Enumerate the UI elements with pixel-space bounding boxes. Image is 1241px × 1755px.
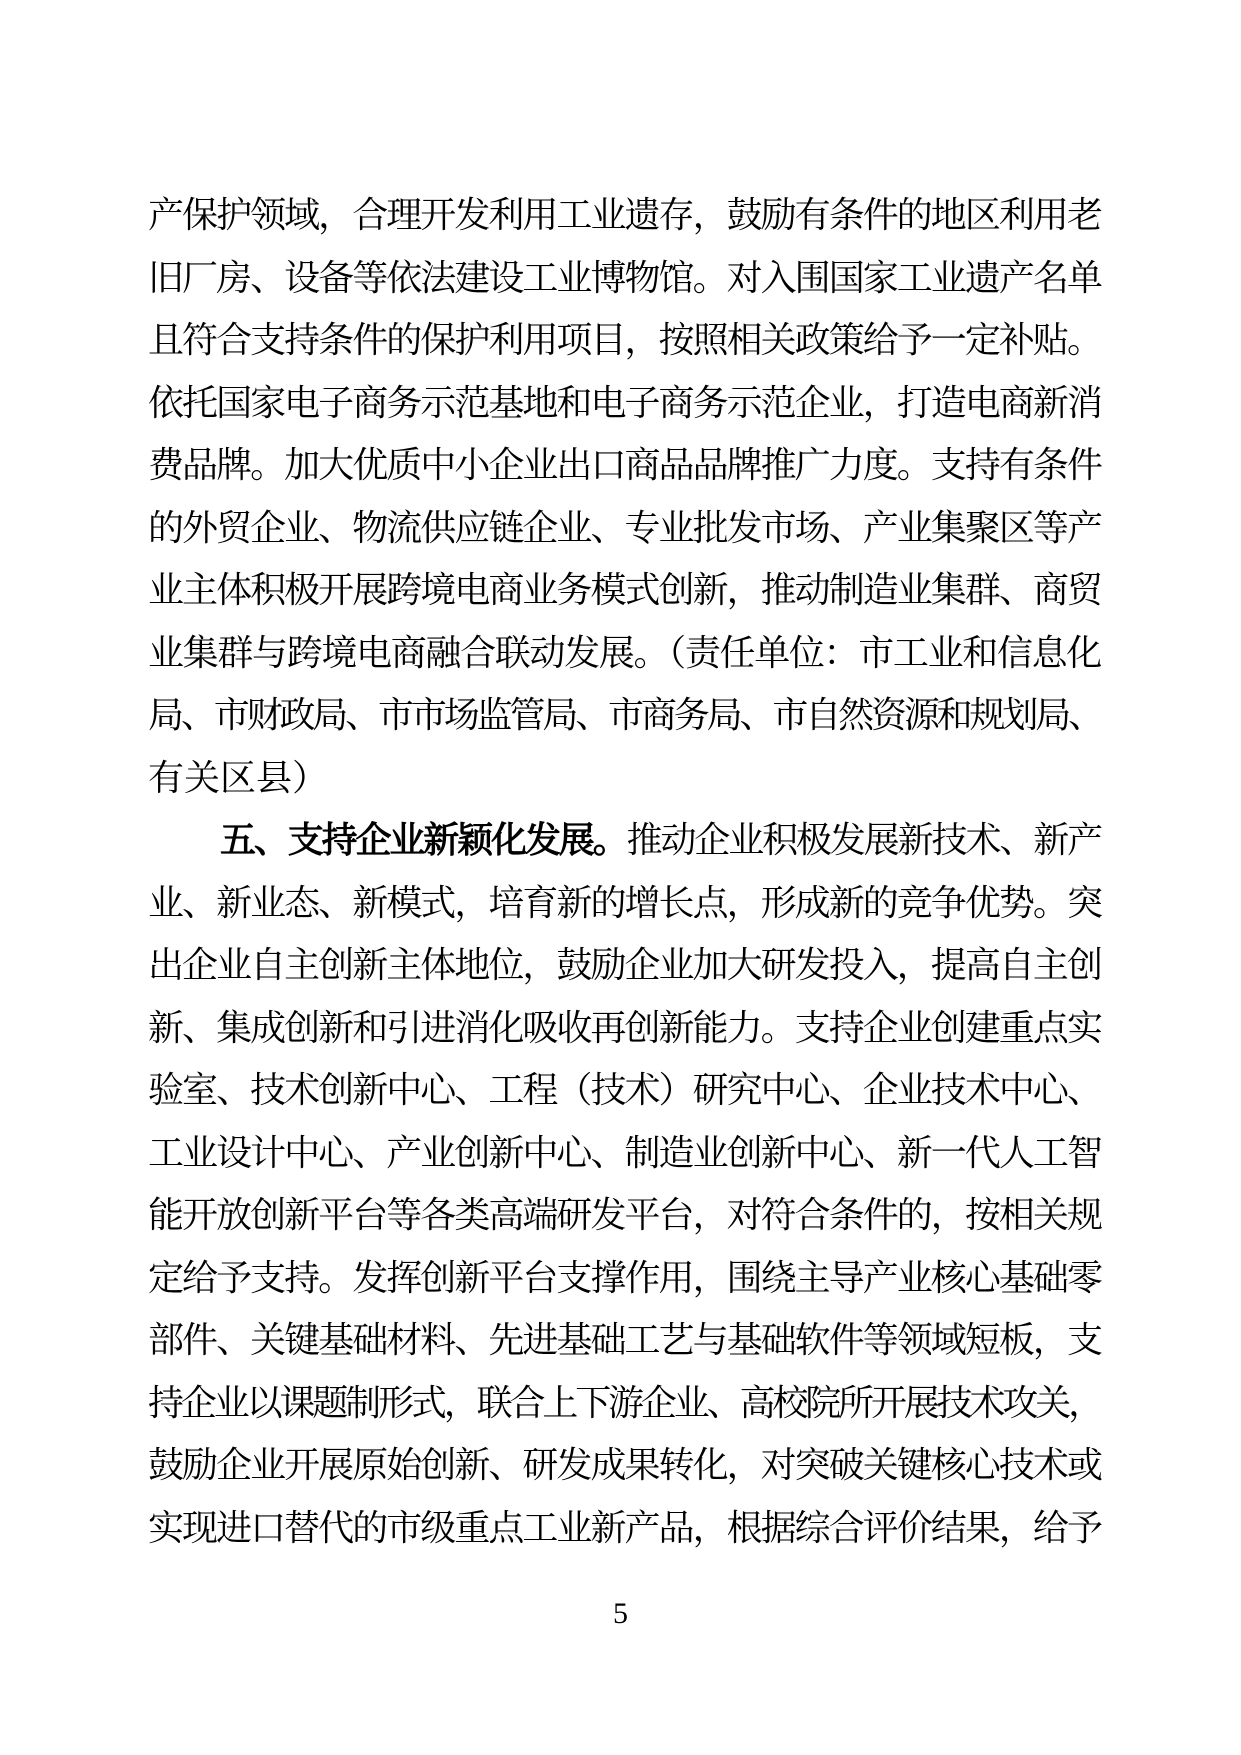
text-line-content: 新、集成创新和引进消化吸收再创新能力。支持企业创建重点实 xyxy=(148,1007,1101,1048)
text-line-content: 业、新业态、新模式，培育新的增长点，形成新的竞争优势。突 xyxy=(148,882,1101,923)
text-line-content: 鼓励企业开展原始创新、研发成果转化，对突破关键核心技术或 xyxy=(148,1445,1101,1485)
document-body xyxy=(148,184,1101,1559)
text-line xyxy=(148,372,1101,435)
text-line xyxy=(148,434,1101,497)
text-line-content: 有关区县） xyxy=(148,757,329,798)
text-line-content: 旧厂房、设备等依法建设工业博物馆。对入围国家工业遗产名单 xyxy=(148,257,1101,298)
text-segment: 推动企业积极发展新技术、新产 xyxy=(626,820,1101,860)
text-line-content: 依托国家电子商务示范基地和电子商务示范企业，打造电商新消 xyxy=(148,382,1101,423)
text-line-content: 的外贸企业、物流供应链企业、专业批发市场、产业集聚区等产 xyxy=(148,507,1101,548)
text-line xyxy=(148,309,1101,372)
text-line-content: 工业设计中心、产业创新中心、制造业创新中心、新一代人工智 xyxy=(148,1132,1101,1173)
text-line-content: 验室、技术创新中心、工程（技术）研究中心、企业技术中心、 xyxy=(148,1070,1101,1110)
text-line xyxy=(148,1184,1101,1247)
text-line xyxy=(148,247,1101,310)
text-line-content: 业主体积极开展跨境电商业务模式创新，推动制造业集群、商贸 xyxy=(148,570,1101,610)
text-line xyxy=(148,934,1101,997)
text-line xyxy=(148,809,1101,872)
text-line xyxy=(148,1497,1101,1560)
text-line-content: 业集群与跨境电商融合联动发展。（责任单位：市工业和信息化 xyxy=(148,632,1101,673)
text-line-content: 持企业以课题制形式，联合上下游企业、高校院所开展技术攻关， xyxy=(148,1382,1101,1423)
text-line-content: 部件、关键基础材料、先进基础工艺与基础软件等领域短板，支 xyxy=(148,1320,1101,1360)
text-line xyxy=(148,997,1101,1060)
text-line xyxy=(148,1122,1101,1185)
text-line xyxy=(148,872,1101,935)
text-line xyxy=(148,622,1101,685)
text-line xyxy=(148,1059,1101,1122)
text-line-content: 且符合支持条件的保护利用项目，按照相关政策给予一定补贴。 xyxy=(148,320,1101,360)
text-line-content: 定给予支持。发挥创新平台支撑作用，围绕主导产业核心基础零 xyxy=(148,1257,1101,1298)
text-line-content: 能开放创新平台等各类高端研发平台，对符合条件的，按相关规 xyxy=(148,1195,1101,1235)
text-line xyxy=(148,1434,1101,1497)
section-heading: 五、支持企业新颖化发展。 xyxy=(220,820,627,860)
text-line-content: 局、市财政局、市市场监管局、市商务局、市自然资源和规划局、 xyxy=(148,695,1101,735)
text-line xyxy=(148,747,1101,810)
text-line-content: 实现进口替代的市级重点工业新产品，根据综合评价结果，给予 xyxy=(148,1507,1101,1548)
text-line xyxy=(148,1309,1101,1372)
text-line-content: 出企业自主创新主体地位，鼓励企业加大研发投入，提高自主创 xyxy=(148,945,1101,985)
text-line-content: 费品牌。加大优质中小企业出口商品品牌推广力度。支持有条件 xyxy=(148,445,1101,485)
text-line xyxy=(148,184,1101,247)
text-line xyxy=(148,559,1101,622)
text-line xyxy=(148,1372,1101,1435)
text-line xyxy=(148,497,1101,560)
text-line xyxy=(148,1247,1101,1310)
page-number: 5 xyxy=(613,1597,628,1630)
text-line-content: 产保护领域，合理开发利用工业遗存，鼓励有条件的地区利用老 xyxy=(148,195,1101,235)
text-line-content xyxy=(220,809,1101,872)
text-line xyxy=(148,684,1101,747)
